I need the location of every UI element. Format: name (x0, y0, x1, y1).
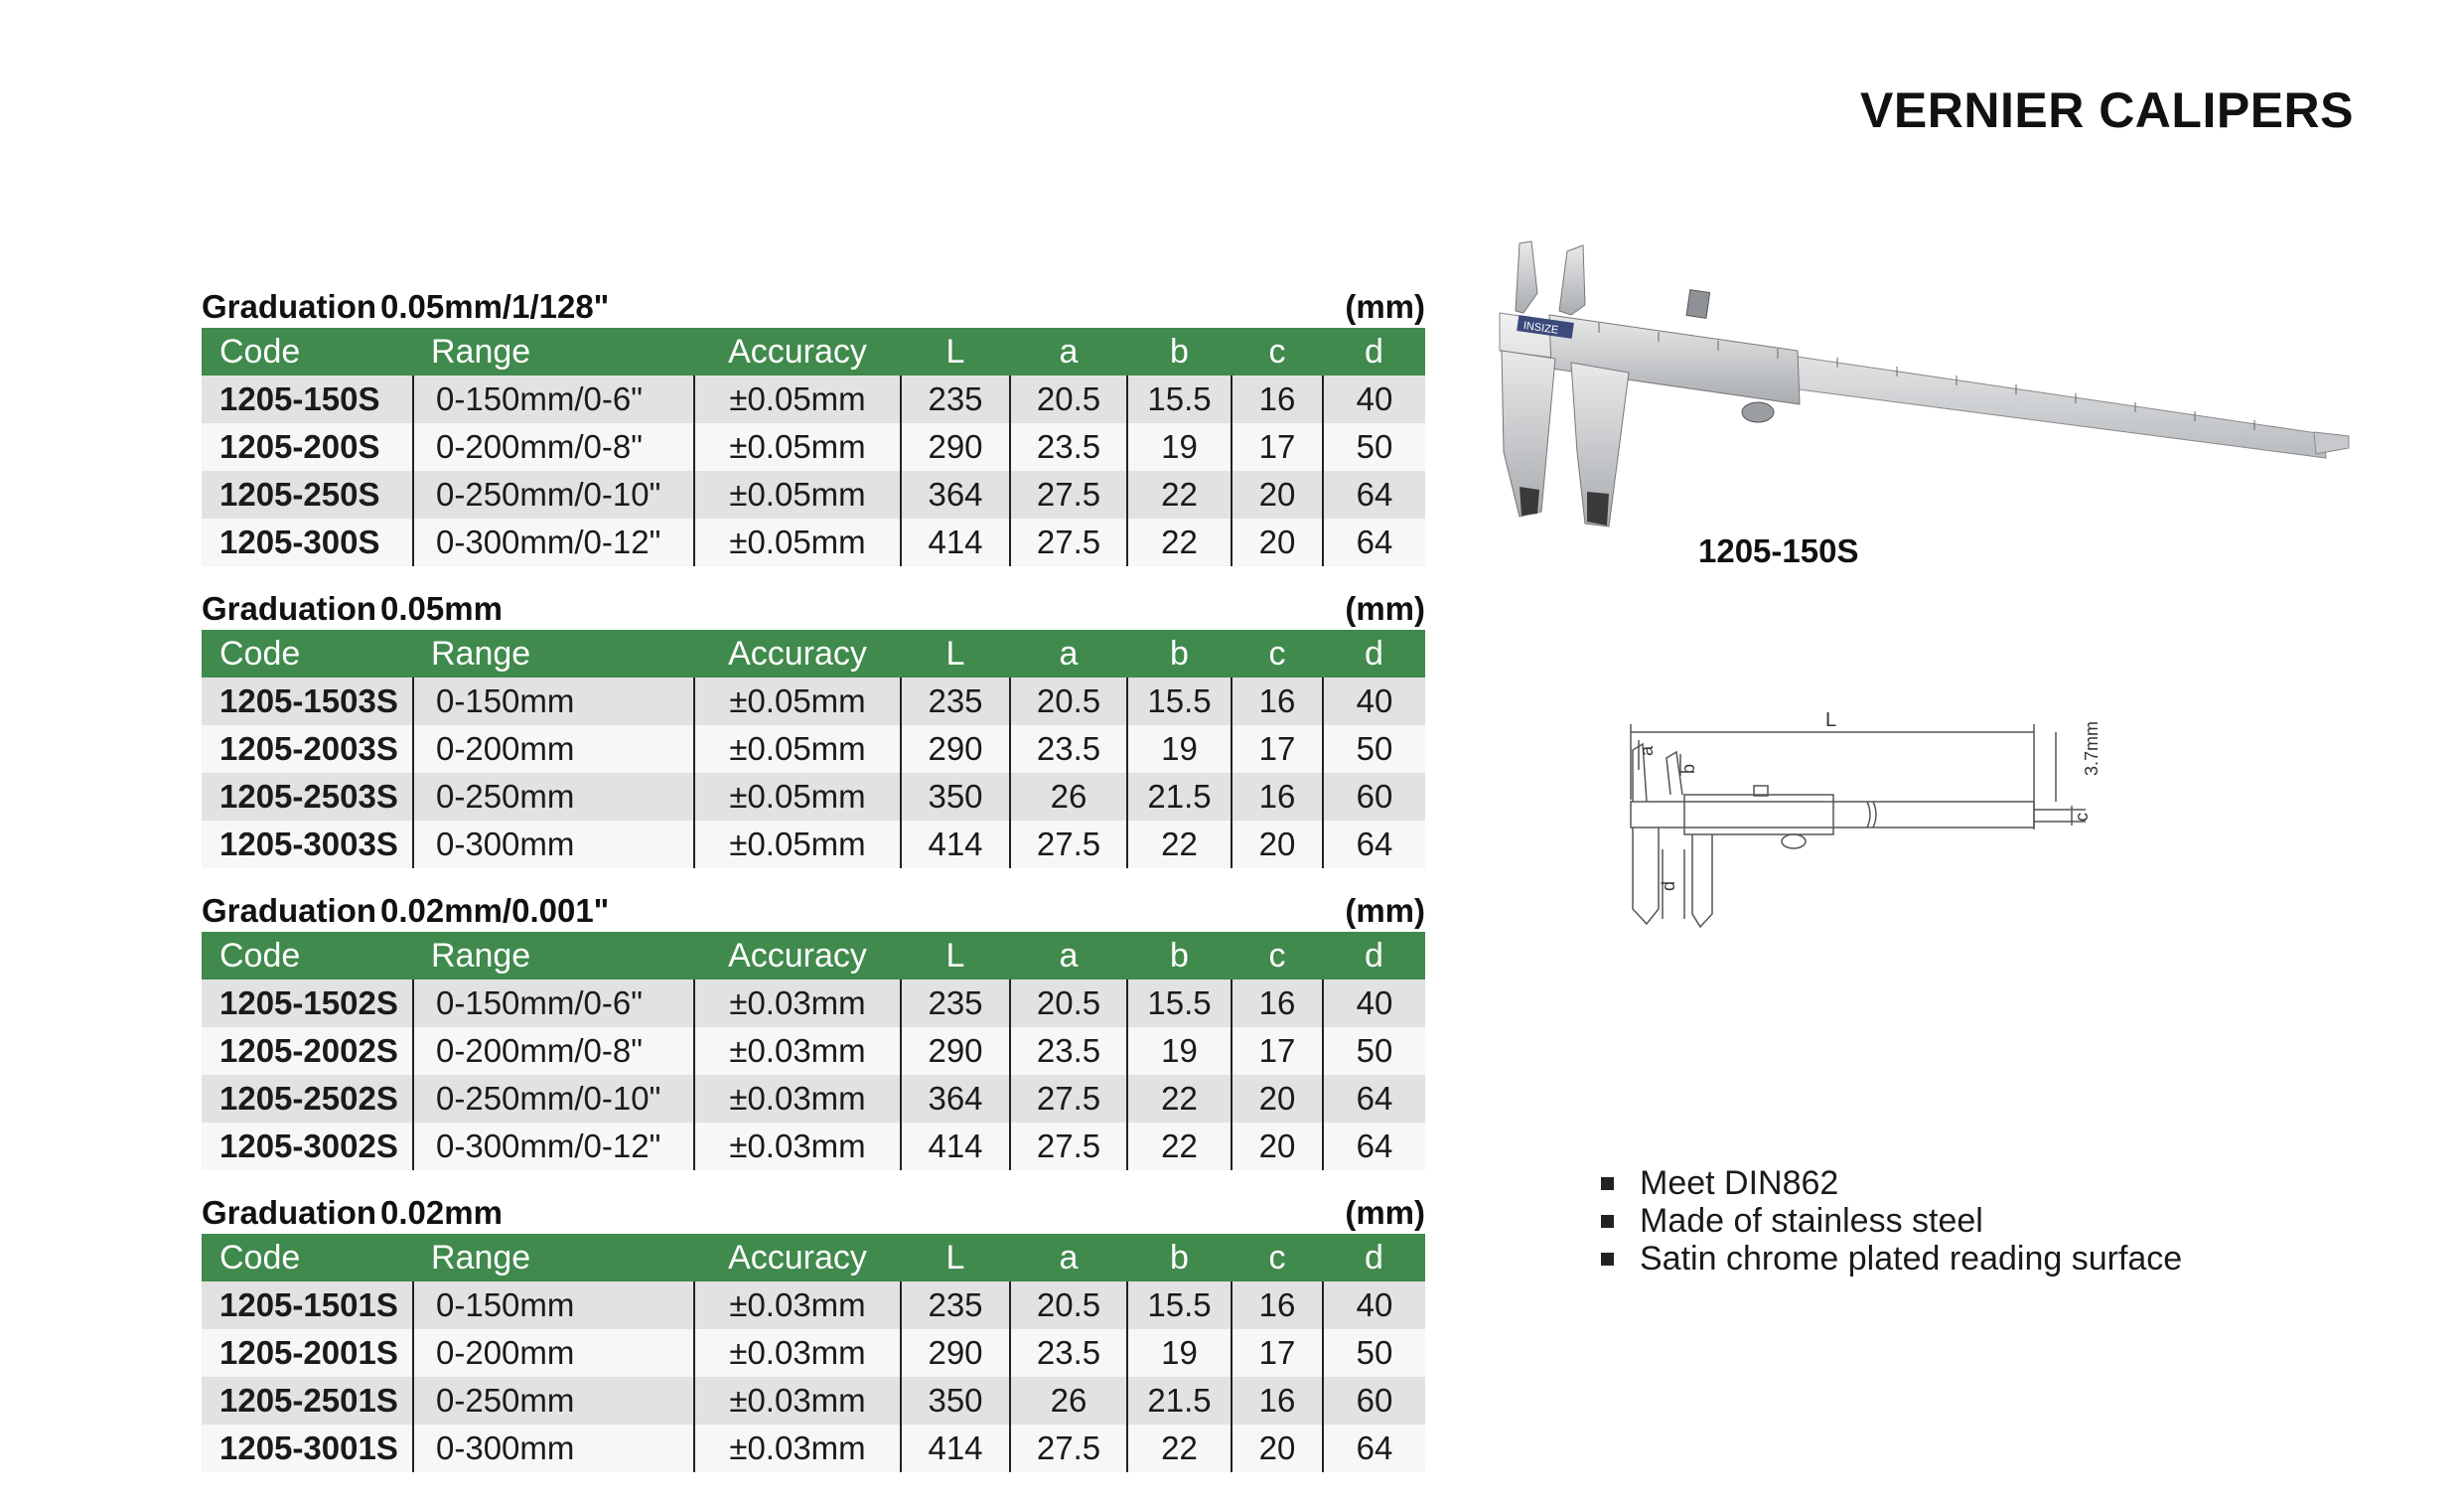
spec-table-block (202, 286, 1425, 588)
cell-range: 0-150mm (413, 1281, 694, 1329)
cell-b: 21.5 (1127, 773, 1232, 821)
cell-c: 20 (1232, 1123, 1323, 1170)
cell-c: 16 (1232, 376, 1323, 423)
cell-b: 15.5 (1127, 979, 1232, 1027)
feature-text: Satin chrome plated reading surface (1640, 1240, 2183, 1278)
cell-range: 0-300mm (413, 821, 694, 868)
spec-table (202, 1234, 1425, 1472)
column-header-code: Code (202, 1234, 413, 1281)
cell-b: 22 (1127, 1123, 1232, 1170)
bullet-icon (1601, 1215, 1614, 1228)
column-header-a: a (1010, 328, 1127, 376)
table-row (202, 773, 1425, 821)
graduation-heading (202, 286, 1425, 328)
cell-a: 20.5 (1010, 376, 1127, 423)
bullet-icon (1601, 1253, 1614, 1266)
dimension-drawing (1619, 710, 2105, 949)
cell-l: 414 (901, 821, 1010, 868)
cell-c: 17 (1232, 725, 1323, 773)
table-row (202, 1123, 1425, 1170)
cell-l: 290 (901, 423, 1010, 471)
column-header-code: Code (202, 932, 413, 979)
cell-code: 1205-300S (202, 519, 413, 566)
graduation-heading (202, 1192, 1425, 1234)
table-row (202, 1075, 1425, 1123)
spec-table-block (202, 588, 1425, 890)
graduation-label: Graduation (202, 892, 377, 929)
cell-code: 1205-150S (202, 376, 413, 423)
cell-accuracy: ±0.05mm (694, 423, 901, 471)
table-row (202, 1377, 1425, 1425)
cell-a: 23.5 (1010, 423, 1127, 471)
cell-accuracy: ±0.03mm (694, 1123, 901, 1170)
cell-d: 40 (1323, 1281, 1425, 1329)
graduation-heading (202, 890, 1425, 932)
cell-l: 350 (901, 1377, 1010, 1425)
cell-range: 0-250mm (413, 1377, 694, 1425)
cell-d: 40 (1323, 979, 1425, 1027)
cell-code: 1205-2001S (202, 1329, 413, 1377)
feature-list (1601, 1164, 2182, 1278)
product-photo (1460, 224, 2354, 541)
table-header-row (202, 1234, 1425, 1281)
cell-c: 16 (1232, 773, 1323, 821)
column-header-b: b (1127, 1234, 1232, 1281)
cell-code: 1205-2003S (202, 725, 413, 773)
column-header-range: Range (413, 1234, 694, 1281)
unit-label: (mm) (1345, 892, 1425, 929)
table-row (202, 471, 1425, 519)
cell-c: 17 (1232, 1027, 1323, 1075)
column-header-range: Range (413, 932, 694, 979)
column-header-c: c (1232, 630, 1323, 677)
cell-code: 1205-2502S (202, 1075, 413, 1123)
cell-range: 0-200mm (413, 1329, 694, 1377)
cell-l: 235 (901, 1281, 1010, 1329)
cell-code: 1205-2503S (202, 773, 413, 821)
cell-a: 27.5 (1010, 1075, 1127, 1123)
cell-d: 60 (1323, 773, 1425, 821)
cell-c: 20 (1232, 471, 1323, 519)
cell-d: 60 (1323, 1377, 1425, 1425)
column-header-b: b (1127, 932, 1232, 979)
cell-range: 0-150mm/0-6" (413, 979, 694, 1027)
cell-b: 19 (1127, 1329, 1232, 1377)
page-title: VERNIER CALIPERS (1860, 82, 2354, 138)
cell-accuracy: ±0.05mm (694, 677, 901, 725)
cell-c: 17 (1232, 423, 1323, 471)
table-row (202, 677, 1425, 725)
cell-c: 16 (1232, 979, 1323, 1027)
spec-table-block (202, 890, 1425, 1192)
column-header-l: L (901, 630, 1010, 677)
column-header-l: L (901, 1234, 1010, 1281)
cell-code: 1205-3001S (202, 1425, 413, 1472)
cell-a: 27.5 (1010, 821, 1127, 868)
graduation-label: Graduation (202, 1194, 377, 1231)
cell-a: 20.5 (1010, 979, 1127, 1027)
graduation-value: 0.05mm/1/128" (380, 288, 610, 325)
column-header-c: c (1232, 1234, 1323, 1281)
cell-code: 1205-200S (202, 423, 413, 471)
table-row (202, 423, 1425, 471)
cell-a: 27.5 (1010, 471, 1127, 519)
table-header-row (202, 328, 1425, 376)
cell-accuracy: ±0.03mm (694, 1425, 901, 1472)
cell-d: 64 (1323, 1123, 1425, 1170)
cell-b: 19 (1127, 1027, 1232, 1075)
cell-d: 64 (1323, 1425, 1425, 1472)
cell-accuracy: ±0.03mm (694, 1377, 901, 1425)
column-header-d: d (1323, 932, 1425, 979)
cell-d: 40 (1323, 677, 1425, 725)
product-photo-caption: 1205-150S (1698, 532, 1859, 569)
cell-accuracy: ±0.05mm (694, 471, 901, 519)
column-header-accuracy: Accuracy (694, 1234, 901, 1281)
column-header-b: b (1127, 630, 1232, 677)
cell-b: 15.5 (1127, 1281, 1232, 1329)
table-row (202, 1425, 1425, 1472)
cell-accuracy: ±0.03mm (694, 979, 901, 1027)
cell-code: 1205-3003S (202, 821, 413, 868)
cell-l: 414 (901, 1425, 1010, 1472)
table-row (202, 376, 1425, 423)
feature-item (1601, 1202, 2182, 1240)
cell-d: 50 (1323, 423, 1425, 471)
cell-l: 414 (901, 519, 1010, 566)
graduation-value: 0.02mm (380, 1194, 503, 1231)
caliper-dimension-diagram (1619, 710, 2105, 949)
cell-accuracy: ±0.03mm (694, 1027, 901, 1075)
table-row (202, 519, 1425, 566)
cell-a: 27.5 (1010, 519, 1127, 566)
cell-a: 20.5 (1010, 1281, 1127, 1329)
spec-table (202, 328, 1425, 566)
cell-range: 0-300mm/0-12" (413, 519, 694, 566)
unit-label: (mm) (1345, 590, 1425, 627)
feature-item (1601, 1240, 2182, 1278)
column-header-accuracy: Accuracy (694, 328, 901, 376)
drawing-label-L: L (1825, 710, 1837, 731)
cell-code: 1205-3002S (202, 1123, 413, 1170)
cell-l: 364 (901, 471, 1010, 519)
cell-l: 235 (901, 376, 1010, 423)
table-row (202, 979, 1425, 1027)
cell-d: 64 (1323, 519, 1425, 566)
drawing-label-thickness: 3.7mm (2082, 720, 2102, 776)
cell-accuracy: ±0.05mm (694, 821, 901, 868)
cell-accuracy: ±0.03mm (694, 1075, 901, 1123)
spec-table-block (202, 1192, 1425, 1490)
cell-a: 23.5 (1010, 725, 1127, 773)
cell-range: 0-150mm (413, 677, 694, 725)
cell-code: 1205-2501S (202, 1377, 413, 1425)
graduation-heading (202, 588, 1425, 630)
unit-label: (mm) (1345, 1194, 1425, 1231)
column-header-l: L (901, 932, 1010, 979)
cell-range: 0-200mm/0-8" (413, 423, 694, 471)
cell-b: 15.5 (1127, 677, 1232, 725)
cell-accuracy: ±0.03mm (694, 1329, 901, 1377)
unit-label: (mm) (1345, 288, 1425, 325)
cell-l: 290 (901, 725, 1010, 773)
cell-l: 350 (901, 773, 1010, 821)
cell-b: 19 (1127, 725, 1232, 773)
column-header-l: L (901, 328, 1010, 376)
table-row (202, 821, 1425, 868)
table-row (202, 1027, 1425, 1075)
drawing-label-b: b (1678, 763, 1698, 774)
cell-b: 22 (1127, 519, 1232, 566)
cell-c: 20 (1232, 821, 1323, 868)
drawing-label-a: a (1637, 745, 1657, 756)
cell-range: 0-250mm (413, 773, 694, 821)
column-header-d: d (1323, 1234, 1425, 1281)
table-header-row (202, 932, 1425, 979)
cell-accuracy: ±0.03mm (694, 1281, 901, 1329)
cell-accuracy: ±0.05mm (694, 725, 901, 773)
graduation-value: 0.02mm/0.001" (380, 892, 610, 929)
cell-accuracy: ±0.05mm (694, 376, 901, 423)
cell-accuracy: ±0.05mm (694, 519, 901, 566)
cell-d: 64 (1323, 821, 1425, 868)
drawing-label-d: d (1659, 880, 1678, 891)
column-header-range: Range (413, 630, 694, 677)
table-row (202, 725, 1425, 773)
cell-l: 414 (901, 1123, 1010, 1170)
bullet-icon (1601, 1177, 1614, 1190)
column-header-d: d (1323, 328, 1425, 376)
cell-a: 23.5 (1010, 1027, 1127, 1075)
spec-table (202, 932, 1425, 1170)
feature-item (1601, 1164, 2182, 1202)
cell-d: 50 (1323, 1329, 1425, 1377)
cell-c: 16 (1232, 1377, 1323, 1425)
column-header-a: a (1010, 630, 1127, 677)
cell-b: 22 (1127, 471, 1232, 519)
feature-text: Made of stainless steel (1640, 1202, 1983, 1240)
column-header-c: c (1232, 328, 1323, 376)
drawing-label-c: c (2072, 813, 2092, 822)
cell-l: 235 (901, 677, 1010, 725)
cell-d: 50 (1323, 1027, 1425, 1075)
cell-range: 0-300mm/0-12" (413, 1123, 694, 1170)
cell-d: 64 (1323, 1075, 1425, 1123)
cell-range: 0-300mm (413, 1425, 694, 1472)
cell-b: 15.5 (1127, 376, 1232, 423)
cell-range: 0-250mm/0-10" (413, 1075, 694, 1123)
column-header-code: Code (202, 328, 413, 376)
cell-range: 0-200mm (413, 725, 694, 773)
cell-c: 16 (1232, 1281, 1323, 1329)
column-header-c: c (1232, 932, 1323, 979)
cell-b: 22 (1127, 821, 1232, 868)
cell-c: 20 (1232, 1075, 1323, 1123)
table-header-row (202, 630, 1425, 677)
cell-code: 1205-2002S (202, 1027, 413, 1075)
column-header-code: Code (202, 630, 413, 677)
cell-c: 20 (1232, 1425, 1323, 1472)
cell-code: 1205-1503S (202, 677, 413, 725)
cell-a: 27.5 (1010, 1123, 1127, 1170)
cell-c: 16 (1232, 677, 1323, 725)
cell-l: 235 (901, 979, 1010, 1027)
cell-a: 27.5 (1010, 1425, 1127, 1472)
cell-code: 1205-1501S (202, 1281, 413, 1329)
cell-b: 21.5 (1127, 1377, 1232, 1425)
cell-d: 64 (1323, 471, 1425, 519)
spec-tables (202, 286, 1425, 1490)
cell-b: 22 (1127, 1075, 1232, 1123)
table-row (202, 1329, 1425, 1377)
cell-a: 26 (1010, 1377, 1127, 1425)
column-header-a: a (1010, 932, 1127, 979)
cell-a: 20.5 (1010, 677, 1127, 725)
cell-accuracy: ±0.05mm (694, 773, 901, 821)
cell-c: 20 (1232, 519, 1323, 566)
graduation-label: Graduation (202, 590, 377, 627)
graduation-label: Graduation (202, 288, 377, 325)
cell-l: 290 (901, 1329, 1010, 1377)
column-header-accuracy: Accuracy (694, 630, 901, 677)
cell-c: 17 (1232, 1329, 1323, 1377)
cell-l: 290 (901, 1027, 1010, 1075)
cell-range: 0-200mm/0-8" (413, 1027, 694, 1075)
cell-b: 22 (1127, 1425, 1232, 1472)
cell-d: 50 (1323, 725, 1425, 773)
column-header-b: b (1127, 328, 1232, 376)
cell-b: 19 (1127, 423, 1232, 471)
cell-l: 364 (901, 1075, 1010, 1123)
feature-text: Meet DIN862 (1640, 1164, 1839, 1202)
graduation-value: 0.05mm (380, 590, 503, 627)
cell-range: 0-150mm/0-6" (413, 376, 694, 423)
column-header-range: Range (413, 328, 694, 376)
column-header-a: a (1010, 1234, 1127, 1281)
cell-a: 23.5 (1010, 1329, 1127, 1377)
cell-range: 0-250mm/0-10" (413, 471, 694, 519)
cell-code: 1205-1502S (202, 979, 413, 1027)
cell-a: 26 (1010, 773, 1127, 821)
column-header-accuracy: Accuracy (694, 932, 901, 979)
spec-table (202, 630, 1425, 868)
cell-d: 40 (1323, 376, 1425, 423)
brand-text: INSIZE (1522, 319, 1559, 337)
caliper-photo-illustration (1460, 224, 2354, 541)
table-row (202, 1281, 1425, 1329)
cell-code: 1205-250S (202, 471, 413, 519)
column-header-d: d (1323, 630, 1425, 677)
